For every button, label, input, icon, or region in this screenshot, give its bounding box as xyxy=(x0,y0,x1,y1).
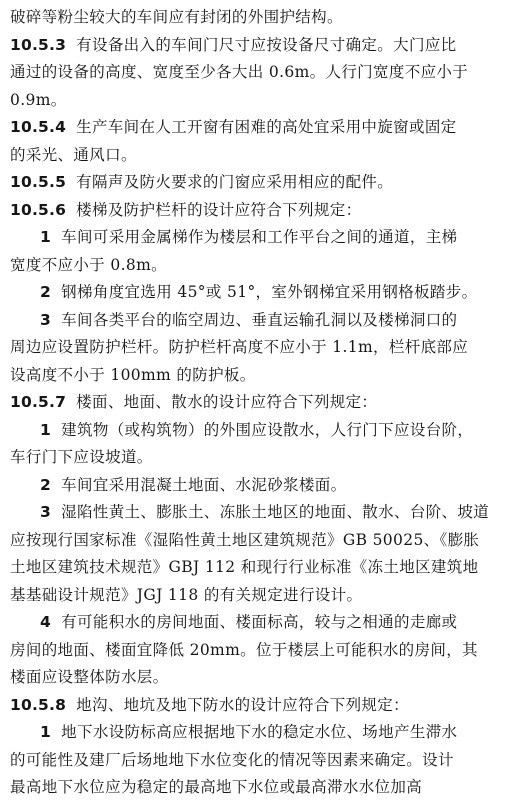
text-line: 设高度不小于 100mm 的防护板。 xyxy=(10,365,256,384)
text-line: 车行门下应设坡道。 xyxy=(10,448,153,466)
text-line: 的可能性及建厂后场地地下水位变化的情况等因素来确定。设计 xyxy=(10,750,454,769)
clause-number: 10.5.5 xyxy=(10,173,67,191)
list-item xyxy=(10,224,502,252)
text-line: 宽度不应小于 0.8m。 xyxy=(10,255,167,274)
text-segment: 车间宜采用混凝土地面、水泥砂浆楼面。 xyxy=(61,475,347,494)
item-number: 3 xyxy=(40,310,52,329)
list-item xyxy=(10,609,502,637)
item-number: 1 xyxy=(40,228,52,246)
list-item xyxy=(10,279,502,307)
text-segment: 有隔声及防火要求的门窗应采用相应的配件。 xyxy=(76,173,394,191)
text-segment: 有设备出入的车间门尺寸应按设备尺寸确定。大门应比 xyxy=(76,35,457,54)
clause-10-5-7 xyxy=(10,389,502,417)
item-number: 3 xyxy=(40,503,52,521)
text-line: 通过的设备的高度、宽度至少各大出 0.6m。人行门宽度不应小于 xyxy=(10,63,469,81)
text-line: 基基础设计规范》JGJ 118 的有关规定进行设计。 xyxy=(10,585,363,604)
clause-10-5-5 xyxy=(10,169,502,197)
text-segment: 车间可采用金属梯作为楼层和工作平台之间的通道，主梯 xyxy=(61,228,458,246)
text-line: 房间的地面、楼面宜降低 20mm。位于楼层上可能积水的房间，其 xyxy=(10,640,478,659)
list-item xyxy=(10,719,502,747)
text-segment: 湿陷性黄土、膨胀土、冻胀土地区的地面、散水、台阶、坡道 xyxy=(61,503,490,521)
clause-10-5-8 xyxy=(10,692,502,720)
list-item xyxy=(10,307,502,335)
clause-10-5-6 xyxy=(10,197,502,225)
item-number: 1 xyxy=(40,420,52,439)
item-number: 1 xyxy=(40,723,52,741)
item-number: 2 xyxy=(40,475,52,494)
clause-number: 10.5.6 xyxy=(10,200,67,219)
text-line: 应按现行国家标准《湿陷性黄土地区建筑规范》GB 50025、《膨胀 xyxy=(10,530,480,549)
text-segment: 生产车间在人工开窗有困难的高处宜采用中旋窗或固定 xyxy=(76,118,457,136)
item-number: 2 xyxy=(40,283,52,301)
list-item xyxy=(10,499,502,527)
text-line: 楼面应设整体防水层。 xyxy=(10,668,169,686)
clause-number: 10.5.3 xyxy=(10,35,67,54)
text-segment: 地下水设防标高应根据地下水的稳定水位、场地产生滞水 xyxy=(61,723,458,741)
text-line: 周边应设置防护栏杆。防护栏杆高度不应小于 1.1m，栏杆底部应 xyxy=(10,338,469,356)
text-line: 的采光、通风口。 xyxy=(10,145,137,164)
text-segment: 有可能积水的房间地面、楼面标高，较与之相通的走廊或 xyxy=(61,613,458,631)
text-line: 土地区建筑技术规范》GBJ 112 和现行行业标准《冻土地区建筑地 xyxy=(10,558,479,576)
clause-10-5-3 xyxy=(10,32,502,60)
clause-number: 10.5.8 xyxy=(10,695,67,714)
list-item xyxy=(10,417,502,445)
text-segment: 楼面、地面、散水的设计应符合下列规定： xyxy=(76,393,378,411)
text-segment: 钢梯角度宜选用 45°或 51°，室外钢梯宜采用钢格板踏步。 xyxy=(61,283,478,301)
text-line: 0.9m。 xyxy=(10,90,67,109)
list-item xyxy=(10,472,502,500)
clause-number: 10.5.7 xyxy=(10,393,67,411)
text-segment: 建筑物（或构筑物）的外围应设散水，人行门下应设台阶， xyxy=(61,420,474,439)
clause-number: 10.5.4 xyxy=(10,118,67,136)
item-number: 4 xyxy=(40,613,52,631)
text-segment: 地沟、地坑及地下防水的设计应符合下列规定： xyxy=(76,695,409,714)
text-line: 最高地下水位应为稳定的最高地下水位或最高滞水水位加高 xyxy=(10,778,423,796)
text-line: 破碎等粉尘较大的车间应有封闭的外围护结构。 xyxy=(10,8,343,26)
text-segment: 楼梯及防护栏杆的设计应符合下列规定： xyxy=(76,200,362,219)
text-segment: 车间各类平台的临空周边、垂直运输孔洞以及楼梯洞口的 xyxy=(61,310,458,329)
clause-10-5-4 xyxy=(10,114,502,142)
